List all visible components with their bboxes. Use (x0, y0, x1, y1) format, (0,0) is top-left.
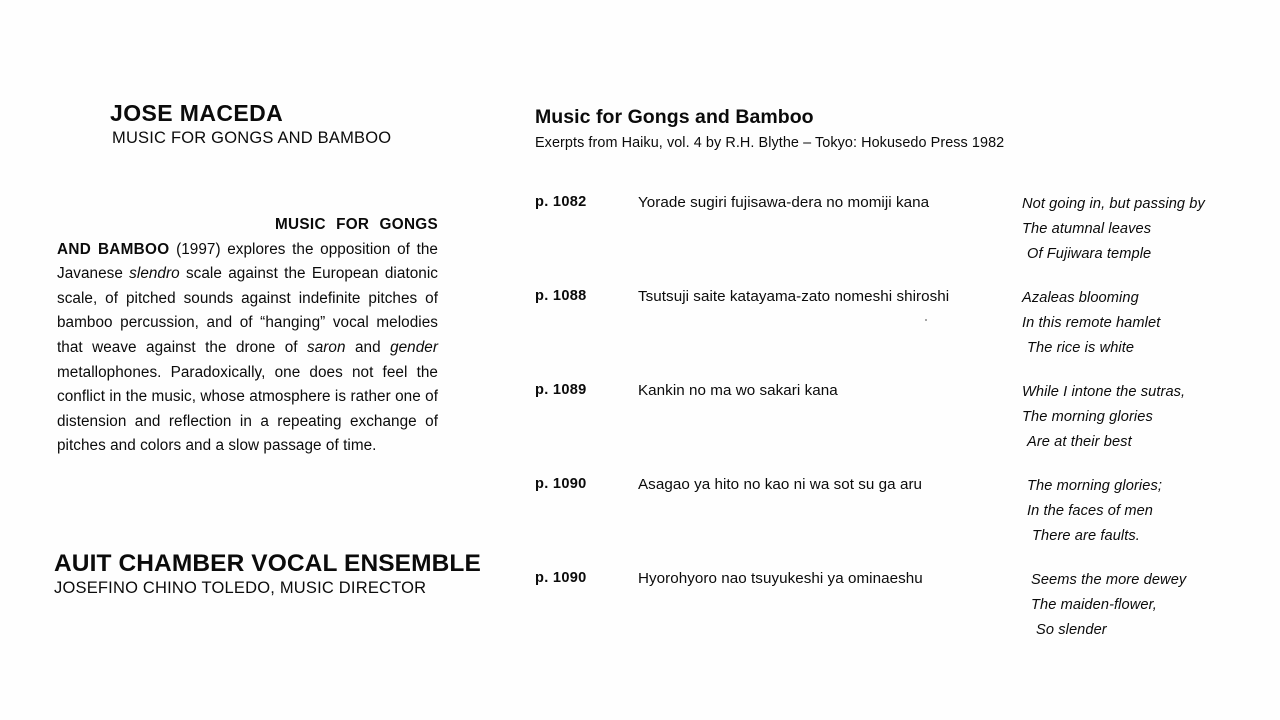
haiku-page-number: p. 1088 (535, 288, 587, 304)
haiku-romaji-text: Asagao ya hito no kao ni wa sot su ga aru (638, 476, 923, 493)
haiku-translation-line: While I intone the sutras, (1022, 384, 1186, 400)
haiku-translation-line: Seems the more dewey (1031, 572, 1187, 588)
haiku-page-number: p. 1082 (535, 194, 587, 210)
haiku-section-title: Music for Gongs and Bamboo (535, 106, 814, 128)
haiku-translation (1031, 568, 1271, 643)
composer-work-title: MUSIC FOR GONGS AND BAMBOO (112, 129, 392, 148)
haiku-romaji-text: Kankin no ma wo sakari kana (638, 382, 838, 399)
haiku-translation-line: Azaleas blooming (1022, 290, 1139, 306)
program-note-paragraph (57, 213, 438, 459)
haiku-translation-line: In the faces of men (1027, 503, 1154, 519)
haiku-translation-line: The atumnal leaves (1022, 221, 1152, 237)
haiku-row (535, 570, 1255, 664)
haiku-romaji-text: Hyorohyoro nao tsuyukeshi ya ominaeshu (638, 570, 923, 587)
haiku-translation (1022, 380, 1262, 455)
right-column (535, 106, 1255, 638)
haiku-translation-line: Of Fujiwara temple (1027, 246, 1152, 262)
haiku-translation-line: The morning glories; (1027, 478, 1163, 494)
left-column (57, 100, 457, 149)
haiku-row (535, 382, 1255, 476)
haiku-row (535, 288, 1255, 382)
composer-name: JOSE MACEDA (110, 100, 284, 126)
haiku-source-citation: Exerpts from Haiku, vol. 4 by R.H. Blythe – Tokyo: Hokusedo Press 1982 (535, 135, 1005, 152)
haiku-row (535, 476, 1255, 570)
ensemble-credit (54, 550, 494, 599)
haiku-translation-line: Not going in, but passing by (1022, 196, 1205, 212)
haiku-translation-line: In this remote hamlet (1022, 315, 1161, 331)
haiku-page-number: p. 1090 (535, 476, 587, 492)
haiku-translation (1022, 192, 1262, 267)
haiku-translation-line: So slender (1036, 622, 1107, 638)
haiku-page-number: p. 1090 (535, 570, 587, 586)
scan-speck-artifact (925, 319, 927, 321)
program-note-lead-title: MUSIC FOR GONGS AND BAMBOO (57, 216, 438, 258)
term-slendro: slendro (129, 265, 180, 283)
ensemble-director: JOSEFINO CHINO TOLEDO, MUSIC DIRECTOR (54, 579, 427, 598)
haiku-table (535, 194, 1255, 664)
program-note-body-3: and (345, 338, 391, 356)
haiku-translation-line: Are at their best (1027, 434, 1132, 450)
haiku-translation-line: The rice is white (1027, 340, 1135, 356)
haiku-row (535, 194, 1255, 288)
haiku-romaji-text: Tsutsuji saite katayama-zato nomeshi shiroshi (638, 288, 950, 305)
haiku-translation-line: The maiden-flower, (1031, 597, 1157, 613)
term-gender: gender (390, 338, 438, 356)
program-note-body-4: metallophones. Paradoxically, one does not feel the conflict in the music, whose atmosphere is rather one of distension and reflection in a repeating exchange of pitches and colors and a slow passage of time. (57, 363, 438, 455)
haiku-translation (1022, 286, 1262, 361)
haiku-page-number: p. 1089 (535, 382, 587, 398)
haiku-romaji-text: Yorade sugiri fujisawa-dera no momiji kana (638, 194, 930, 211)
haiku-translation-line: There are faults. (1032, 528, 1140, 544)
haiku-translation-line: The morning glories (1022, 409, 1153, 425)
ensemble-name: AUIT CHAMBER VOCAL ENSEMBLE (54, 550, 481, 577)
haiku-translation (1027, 474, 1267, 549)
program-note-body-2: scale against the European diatonic scale, of pitched sounds against indefinite pitches of bamboo percussion, and of “hanging” vocal melodies that weave against the drone of (57, 265, 439, 356)
program-note-body-1: (1997) explores the opposition of the Javanese (57, 240, 438, 283)
term-saron: saron (307, 338, 346, 356)
program-note-block (57, 213, 438, 459)
